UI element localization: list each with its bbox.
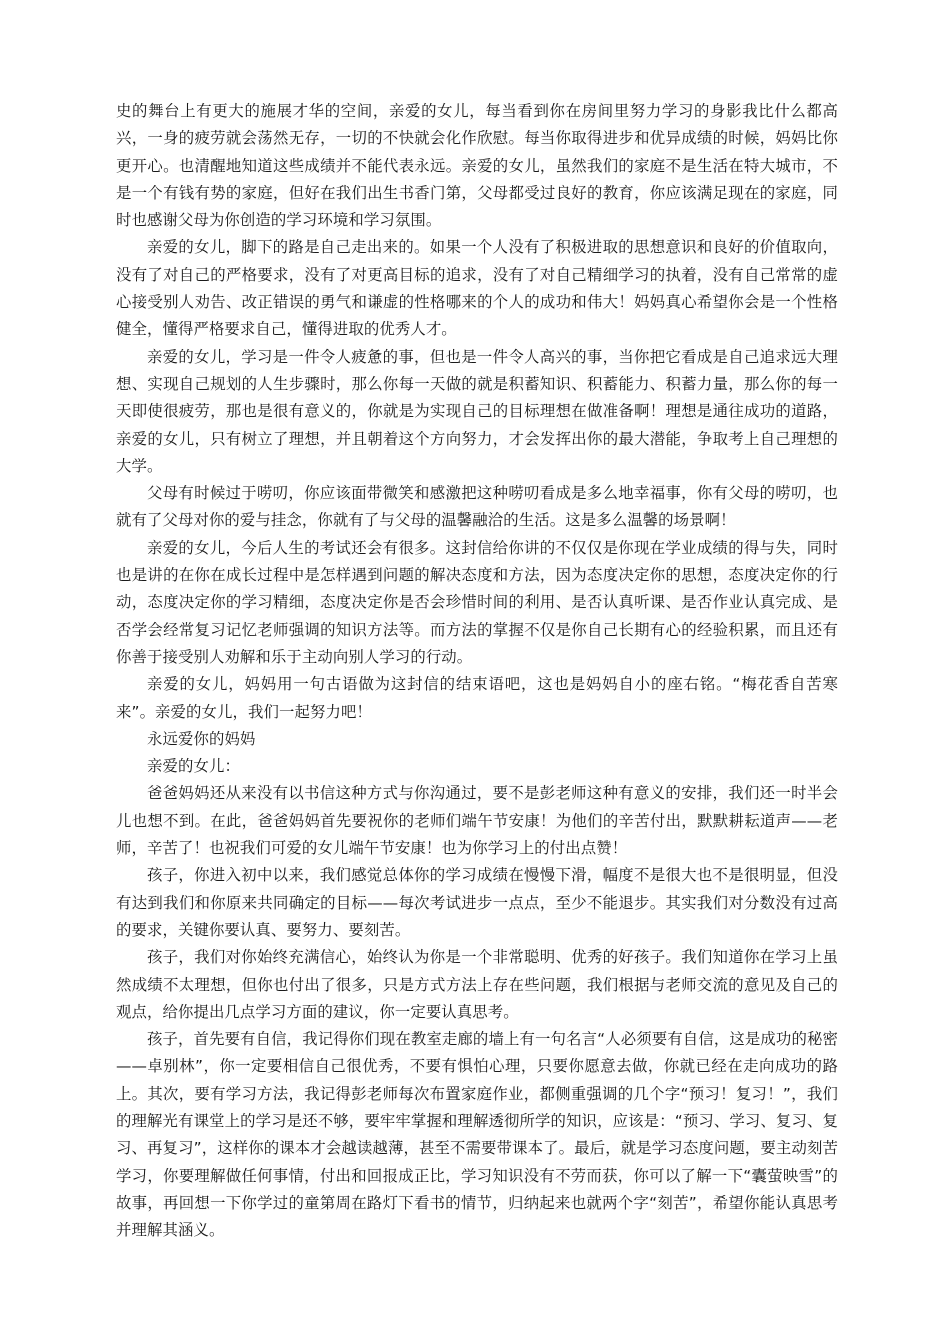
- paragraph-parents-nagging: 父母有时候过于唠叨，你应该面带微笑和感激把这种唠叨看成是多么地幸福事，你有父母的唠叨，也就有了父母对你的爱与挂念，你就有了与父母的温馨融洽的生活。这是多么温馨的场景啊！: [116, 484, 838, 530]
- paragraph-study-ideal: 亲爱的女儿，学习是一件令人疲惫的事，但也是一件令人高兴的事，当你把它看成是自己追求远大理想、实现自己规划的人生步骤时，那么你每一天做的就是积蓄知识、积蓄能力、积蓄力量，那么你的每一天即使很疲劳，那也是很有意义的，你就是为实现自己的目标理想在做准备啊！理想是通往成功的道路，亲爱的女儿，只有树立了理想，并且朝着这个方向努力，才会发挥出你的最大潜能，争取考上自己理想的大学。: [116, 347, 838, 475]
- paragraph-first-letter-intro: 爸爸妈妈还从来没有以书信这种方式与你沟通过，要不是彭老师这种有意义的安排，我们还一时半会儿也想不到。在此，爸爸妈妈首先要祝你的老师们端午节安康！为他们的辛苦付出，默默耕耘道声——老师，辛苦了！也祝我们可爱的女儿端午节安康！也为你学习上的付出点赞！: [116, 784, 838, 858]
- paragraph-grades-decline: 孩子，你进入初中以来，我们感觉总体你的学习成绩在慢慢下滑，幅度不是很大也不是很明显，但没有达到我们和你原来共同确定的目标——每次考试进步一点点，至少不能退步。其实我们对分数没有过高的要求，关键你要认真、要努力、要刻苦。: [116, 866, 838, 939]
- paragraph-path-advice: 亲爱的女儿，脚下的路是自己走出来的。如果一个人没有了积极进取的思想意识和良好的价值取向，没有了对自己的严格要求，没有了对更高目标的追求，没有了对自己精细学习的执着，没有自己常常的虚心接受别人劝告、改正错误的勇气和谦虚的性格哪来的个人的成功和伟大！妈妈真心希望你会是一个性格健全，懂得严格要求自己，懂得进取的优秀人才。: [116, 238, 838, 339]
- paragraph-continued-opening: 史的舞台上有更大的施展才华的空间，亲爱的女儿，每当看到你在房间里努力学习的身影我比什么都高兴，一身的疲劳就会荡然无存，一切的不快就会化作欣慰。每当你取得进步和优异成绩的时候，妈妈比你更开心。也清醒地知道这些成绩并不能代表永远。亲爱的女儿，虽然我们的家庭不是生活在特大城市，不是一个有钱有势的家庭，但好在我们出生书香门第，父母都受过良好的教育，你应该满足现在的家庭，同时也感谢父母为你创造的学习环境和学习氛围。: [116, 102, 838, 230]
- salutation-second-letter: 亲爱的女儿：: [147, 757, 240, 776]
- paragraph-closing-motto: 亲爱的女儿，妈妈用一句古语做为这封信的结束语吧，这也是妈妈自小的座右铭。“梅花香自苦寒来”。亲爱的女儿，我们一起努力吧！: [116, 675, 838, 721]
- paragraph-study-suggestions: 孩子，首先要有自信，我记得你们现在教室走廊的墙上有一句名言“人必须要有自信，这是成功的秘密——卓别林”，你一定要相信自己很优秀，不要有惧怕心理，只要你愿意去做，你就已经在走向成功的路上。其次，要有学习方法，我记得彭老师每次布置家庭作业，都侧重强调的几个字“预习！复习！”，我们的理解光有课堂上的学习是还不够，要牢牢掌握和理解透彻所学的知识，应该是：“预习、学习、复习、复习、再复习”，这样你的课本才会越读越薄，甚至不需要带课本了。最后，就是学习态度问题，要主动刻苦学习，你要理解做任何事情，付出和回报成正比，学习知识没有不劳而获，你可以了解一下“囊萤映雪”的故事，再回想一下你学过的童第周在路灯下看书的情节，归纳起来也就两个字“刻苦”，希望你能认真思考并理解其涵义。: [116, 1030, 838, 1240]
- signature-mother: 永远爱你的妈妈: [147, 729, 256, 748]
- paragraph-attitude-method: 亲爱的女儿，今后人生的考试还会有很多。这封信给你讲的不仅仅是你现在学业成绩的得与失，同时也是讲的在你在成长过程中是怎样遇到问题的解决态度和方法，因为态度决定你的思想，态度决定你的行动，态度决定你的学习精细，态度决定你是否会珍惜时间的利用、是否认真听课、是否作业认真完成、是否学会经常复习记忆老师强调的知识方法等。而方法的掌握不仅是你自己长期有心的经验积累，而且还有你善于接受别人劝解和乐于主动向别人学习的行动。: [116, 538, 838, 666]
- paragraph-confidence: 孩子，我们对你始终充满信心，始终认为你是一个非常聪明、优秀的好孩子。我们知道你在学习上虽然成绩不太理想，但你也付出了很多，只是方式方法上存在些问题，我们根据与老师交流的意见及自己的观点，给你提出几点学习方面的建议，你一定要认真思考。: [116, 948, 838, 1021]
- letter-body: [116, 98, 838, 1244]
